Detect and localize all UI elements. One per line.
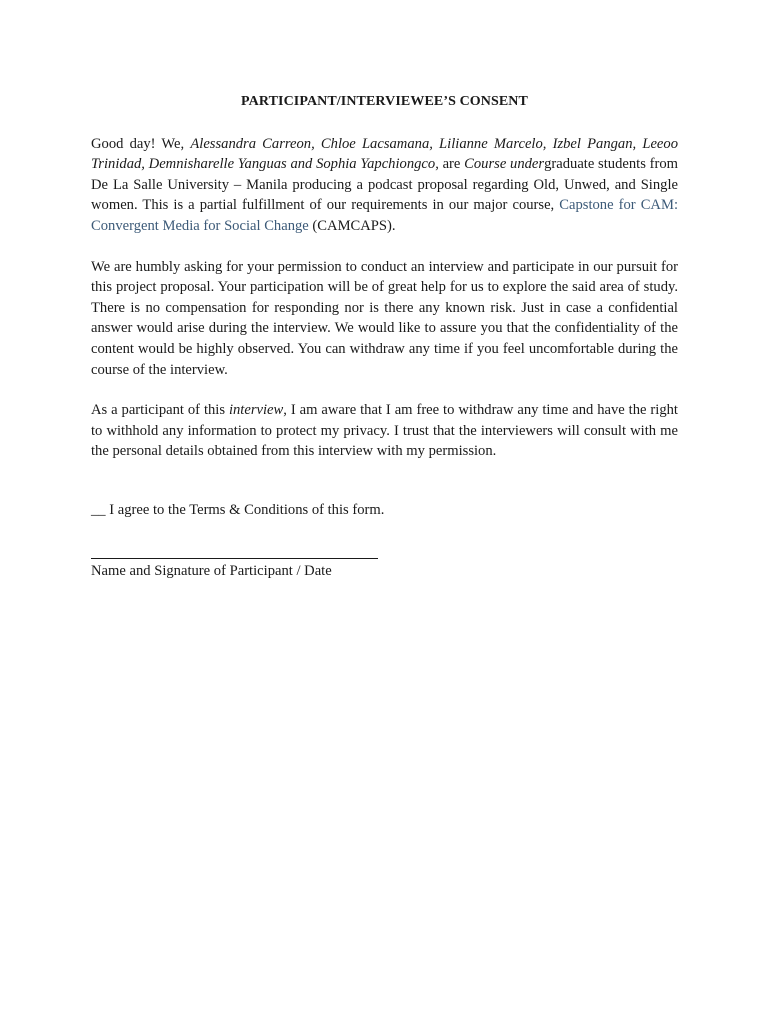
- participant-paragraph: [91, 400, 678, 462]
- student-names: Alessandra Carreon, Chloe Lacsamana, Lilianne Marcelo, Izbel Pangan, Leeoo Trinidad, Demnisharelle Yanguas and Sophia Yapchiongco: [91, 135, 678, 173]
- agreement-line: __ I agree to the Terms & Conditions of this form.: [91, 501, 385, 518]
- intro-ending-text: (CAMCAPS).: [308, 217, 396, 234]
- intro-text: Good day! We,: [91, 135, 191, 152]
- intro-paragraph: [91, 134, 678, 237]
- after-names-text: , are: [435, 156, 465, 173]
- participant-italic-text: interview: [228, 402, 284, 419]
- signature-caption: Name and Signature of Participant / Date: [91, 562, 332, 579]
- intro-body-text: graduate students from De La Salle University – Manila producing a podcast proposal regarding Old, Unwed, and Single women. This is a partial fulfillment of our requirements in our major course,: [91, 156, 678, 214]
- participant-start-text: As a participant of this: [91, 402, 229, 419]
- consent-document: [91, 92, 678, 581]
- course-name-text: Capstone for CAM: Convergent Media for Social Change: [91, 197, 679, 234]
- document-title: PARTICIPANT/INTERVIEWEE’S CONSENT: [241, 94, 528, 109]
- course-italic-text: Course under: [464, 156, 545, 173]
- participant-rest-text: , I am aware that I am free to withdraw any time and have the right to withhold any information to protect my privacy. I trust that the interviewers will consult with me the personal details obtained from this interview with my permission.: [91, 402, 678, 460]
- permission-paragraph: We are humbly asking for your permission to conduct an interview and participate in our pursuit for this project proposal. Your participation will be of great help for us to explore the said area of study. There is no compensation for responding nor is there any known risk. Just in case a confidential answer would arise during the interview. We would like to assure you that the confidentiality of the content would be highly observed. You can withdraw any time if you feel uncomfortable during the course of the interview.: [91, 258, 678, 378]
- signature-line: [91, 542, 378, 559]
